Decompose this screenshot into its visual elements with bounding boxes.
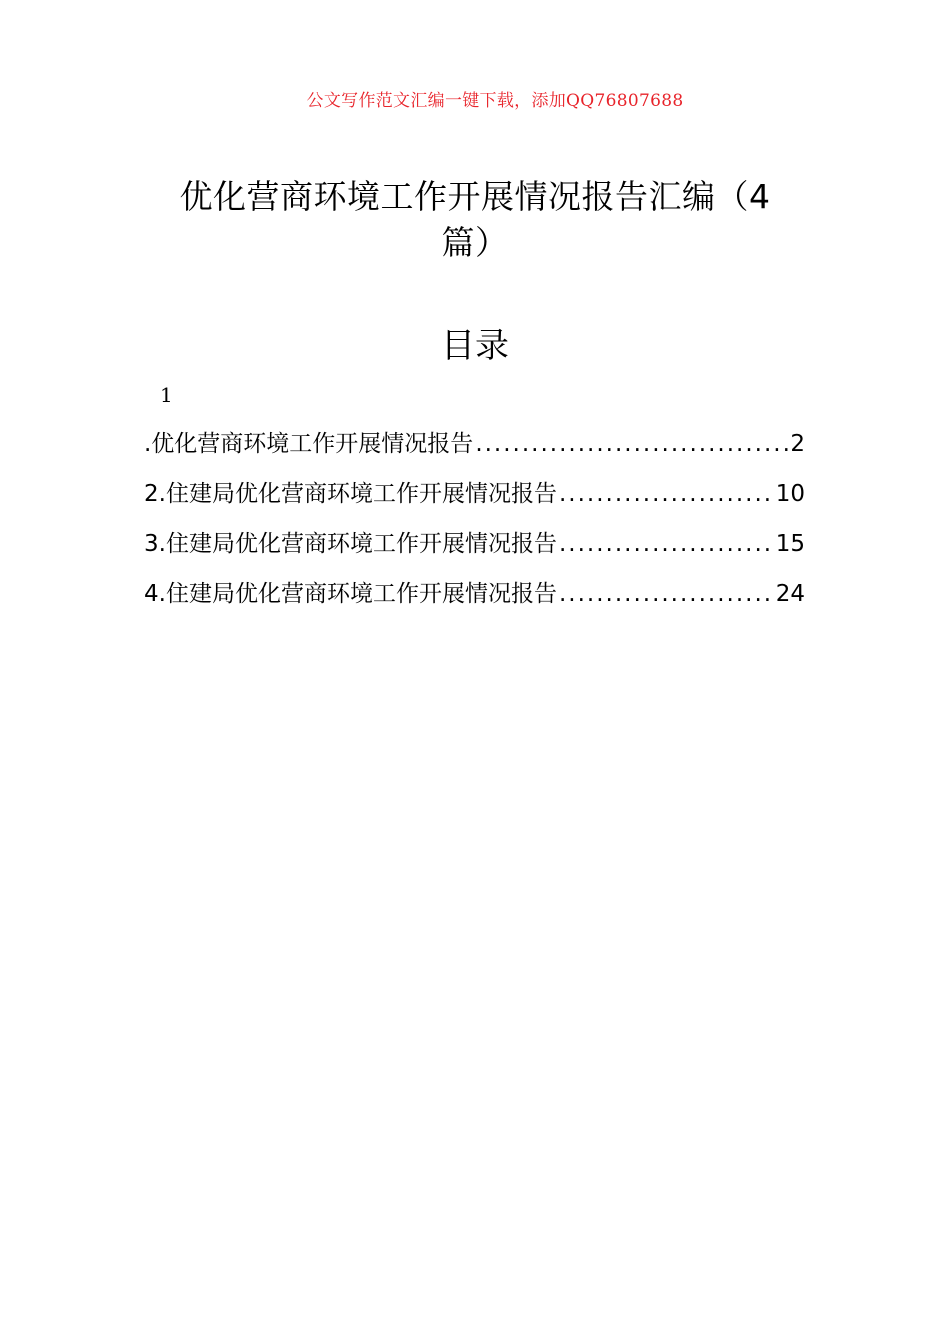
toc-entry-title: 4.住建局优化营商环境工作开展情况报告: [144, 581, 557, 607]
toc-entry[interactable]: [144, 472, 805, 522]
toc-entry[interactable]: [144, 422, 805, 472]
toc-entry-number: 1: [160, 383, 173, 407]
toc-entry-page: 24: [775, 581, 805, 607]
dot-leader: [475, 422, 788, 466]
toc-entry-title: 3.住建局优化营商环境工作开展情况报告: [144, 531, 557, 557]
toc-entry-page: 10: [775, 481, 805, 507]
toc-entry-page: 15: [775, 531, 805, 557]
document-title: 优化营商环境工作开展情况报告汇编（4篇）: [179, 177, 771, 262]
dot-leader: [559, 522, 774, 566]
toc-entry-title: 2.住建局优化营商环境工作开展情况报告: [144, 481, 557, 507]
toc-entry[interactable]: [144, 572, 805, 622]
toc-heading: 目录: [441, 326, 509, 366]
download-notice: 公文写作范文汇编一键下载，添加QQ76807688: [306, 91, 684, 111]
toc-entry-title: .优化营商环境工作开展情况报告: [144, 431, 474, 457]
toc-entry-page: 2: [790, 431, 805, 457]
toc-entry[interactable]: [144, 522, 805, 572]
dot-leader: [559, 572, 774, 616]
table-of-contents: [144, 422, 805, 622]
dot-leader: [559, 472, 774, 516]
